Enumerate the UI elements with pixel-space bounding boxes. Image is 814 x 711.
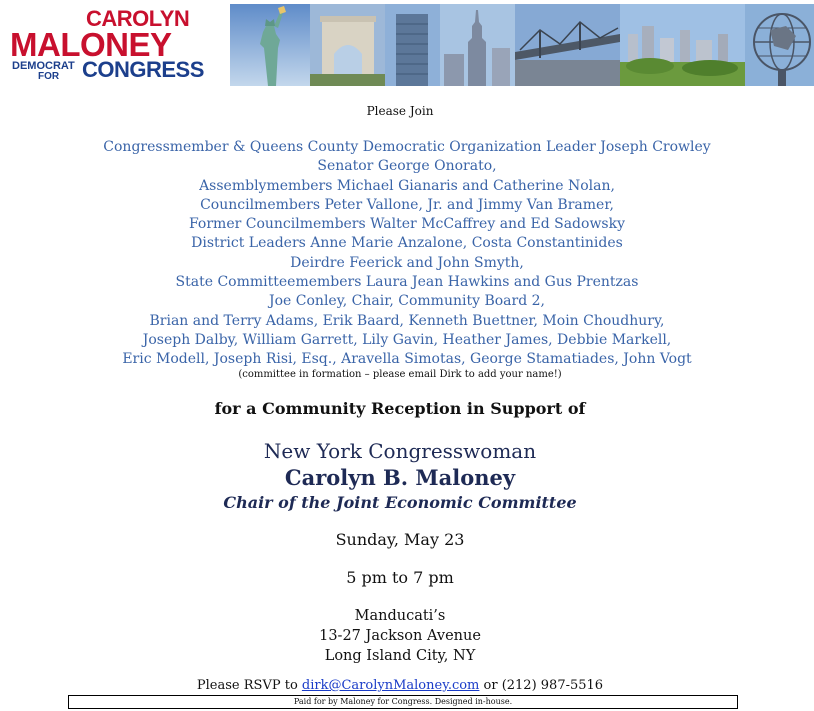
please-join: Please Join <box>366 104 434 118</box>
logo-last-name: MALONEY <box>10 26 172 63</box>
central-park-skyline-icon <box>620 4 745 86</box>
venue-street: 13-27 Jackson Avenue <box>319 628 481 644</box>
logo-democrat: DEMOCRAT <box>12 60 75 72</box>
honoree-title: New York Congresswoman <box>263 439 537 463</box>
campaign-logo <box>10 8 210 80</box>
host-committee <box>0 138 814 370</box>
skyline-tower-icon <box>440 4 515 86</box>
rsvp-prefix: Please RSVP to <box>196 678 302 693</box>
logo-congress: CONGRESS <box>82 57 204 82</box>
host-line: Senator George Onorato, <box>317 158 497 175</box>
logo-for: FOR <box>38 71 60 82</box>
host-line: Assemblymembers Michael Gianaris and Catherine Nolan, <box>199 177 615 194</box>
venue-city: Long Island City, NY <box>324 648 476 664</box>
host-line: District Leaders Anne Marie Anzalone, Costa Constantinides <box>191 235 623 252</box>
un-building-icon <box>385 4 440 86</box>
rsvp-phone: or (212) 987-5516 <box>479 678 604 693</box>
honoree-name: Carolyn B. Maloney <box>284 465 516 490</box>
queensboro-bridge-icon <box>515 4 620 86</box>
event-time: 5 pm to 7 pm <box>346 568 454 587</box>
event-date: Sunday, May 23 <box>335 530 465 549</box>
statue-of-liberty-icon <box>230 4 310 86</box>
nyc-landmarks-banner <box>230 4 814 86</box>
unisphere-icon <box>745 4 814 86</box>
honoree-role: Chair of the Joint Economic Committee <box>223 493 577 512</box>
host-line: Councilmembers Peter Vallone, Jr. and Jimmy Van Bramer, <box>200 196 614 213</box>
header <box>0 0 814 90</box>
rsvp-line <box>0 678 800 693</box>
host-line: Joseph Dalby, William Garrett, Lily Gavin, Heather James, Debbie Markell, <box>142 331 672 348</box>
committee-note: (committee in formation – please email Dirk to add your name!) <box>238 369 562 380</box>
host-line: Brian and Terry Adams, Erik Baard, Kenneth Buettner, Moin Choudhury, <box>149 312 665 329</box>
rsvp-email-link[interactable]: dirk@CarolynMaloney.com <box>301 678 480 693</box>
host-line: Deirdre Feerick and John Smyth, <box>290 254 524 271</box>
venue-name: Manducati’s <box>354 608 446 624</box>
washington-square-arch-icon <box>310 4 385 86</box>
host-line: Eric Modell, Joseph Risi, Esq., Aravella Simotas, George Stamatiades, John Vogt <box>122 351 692 368</box>
event-venue <box>0 606 800 666</box>
paid-for-disclaimer: Paid for by Maloney for Congress. Designed in-house. <box>68 695 738 709</box>
logo-first-name: CAROLYN <box>86 6 190 31</box>
host-line: Former Councilmembers Walter McCaffrey and Ed Sadowsky <box>188 216 626 233</box>
host-line: State Committeemembers Laura Jean Hawkins and Gus Prentzas <box>175 274 639 291</box>
host-line: Congressmember & Queens County Democratic Organization Leader Joseph Crowley <box>103 139 711 155</box>
host-line: Joe Conley, Chair, Community Board 2, <box>269 293 545 310</box>
support-line: for a Community Reception in Support of <box>214 399 586 418</box>
